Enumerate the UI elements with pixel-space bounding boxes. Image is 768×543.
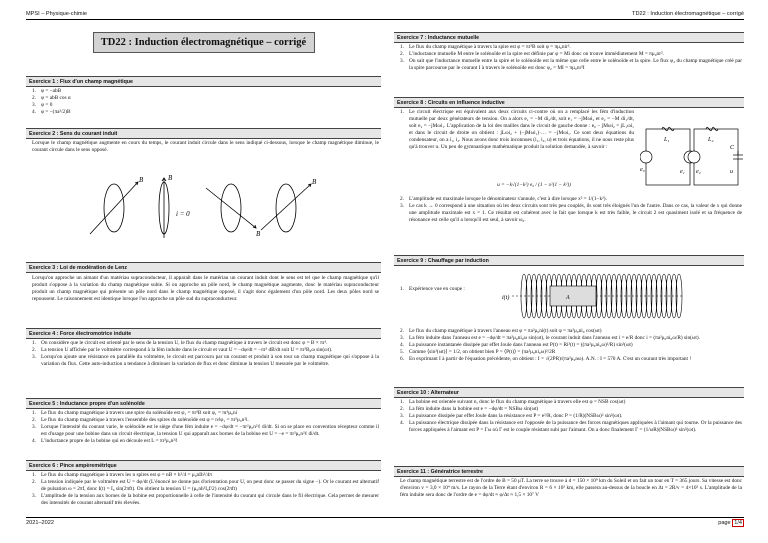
b-label: B <box>139 176 144 184</box>
list-item: 3. Lorsqu'on ajoute une résistance en parallèle du voltmètre, le circuit est parcouru par un courant et produit à son tour un champ magnétique qui s'oppose à la variation du flux. Cette auto-induction a tendance à diminuer la variation de flux et donc diminue la tension U mesurée par le voltmètre. <box>32 353 379 367</box>
ring-label: A <box>566 295 570 301</box>
exercise-6-heading: Exercice 6 : Pince ampèremétrique <box>26 460 381 471</box>
list-item: 2. L'inductance mutuelle M entre le solénoïde et la spire est définie par φ = Mi donc on trouve immédiatement M = πμ₀nr². <box>400 50 664 57</box>
c-label: C <box>730 145 735 151</box>
coupled-circuits-diagram <box>640 119 744 195</box>
exercise-4-body <box>32 340 379 368</box>
e2-label: e₂ <box>696 169 701 175</box>
list-item: 3. φ = 0 <box>32 101 53 108</box>
list-item: 1. On considère que le circuit est orienté par le sens de la tension U, le flux du champ magnétique à travers le circuit est donc φ = B × πr². <box>32 340 328 346</box>
list-item: 3. Lorsque l'intensité du courant varie, le solénoïde est le siège d'une fém induite e = −dφ/dt = −πr²μ₀n²ℓ di/dt. Si on se place en convention récepteur comme il est d'usage pour une bobine dans un circuit électrique, la tension U qui apparaît aux bornes de la bobine est U = −e = πr²μ₀n²ℓ di/dt. <box>32 423 379 437</box>
no-current-label: i = 0 <box>176 210 190 218</box>
list-item: 4. La puissance électrique dissipée dans la résistance est l'opposée de la puissance des forces magnétiques appliquées à l'aimant qui tourne. Or la puissance des forces appliquées à l'aimant est P = Γω où Γ est le couple résistant subi par l'aimant. On a donc finalement Γ = (1/ωR)(NSBω)² sin²(ωt). <box>400 419 742 433</box>
list-item: 1. La bobine est orientée suivant n, donc le flux du champ magnétique à travers elle est φ = NSB cos(ωt) <box>400 399 626 405</box>
exercise-3-heading: Exercice 3 : Loi de modération de Lenz <box>26 262 381 273</box>
page-label: page <box>718 520 731 526</box>
list-item: 3. Le cas k → 0 correspond à une situation où les deux circuits sont très peu couplés, ils sont très éloignés l'un de l'autre. Dans ce cas, la valeur de x qui donne une amplitude maximale est x = 1. Ce résultat est cohérent avec le fait que lorsque k est très faible, le circuit 2 est quasiment isolé et sa fréquence de résonance est celle qu'il a lorsqu'il est seul, à savoir ω₀. <box>400 202 742 223</box>
list-item: 1. Expérience vue en coupe : <box>400 286 465 292</box>
exercise-9-body <box>400 328 742 363</box>
footer-rule <box>26 517 744 518</box>
list-item: 5. Comme ⟨sin²(ωt)⟩ = 1/2, on obtient bien P = ⟨P(t)⟩ = (πa²μ₀ni₀ω)²/2R <box>400 348 556 355</box>
exercise-3-text: Lorsqu'on approche un aimant d'un matériau supraconducteur, il apparaît dans le matériau un courant induit dont le sens est tel que le champ magnétique qu'il produit s'oppose à la variation du champ magnétique subie. Si on approche un pôle nord, le champ magnétique augmente, donc le matériau supraconducteur produit un champ magnétique qui présente un pôle nord dans le champ magnétique opposé, il s'agit donc également d'un pôle nord. Les deux pôles nord se repoussent. Le raisonnement est identique lorsque l'on approche un pôle sud du supraconducteur. <box>32 275 379 302</box>
u-label: u <box>730 169 733 175</box>
exercise-1-body <box>32 88 379 116</box>
list-item: 3. L'amplitude de la tension aux bornes de la bobine est proportionnelle à celle de l'intensité du courant qui circule dans le fil électrique. Cela permet de mesurer des intensités de courant alternatif très élevées. <box>32 492 379 506</box>
current-direction-diagram <box>86 164 336 250</box>
exercise-7-heading: Exercice 7 : Inductance mutuelle <box>394 32 744 43</box>
exercise-8-heading: Exercice 8 : Circuits en influence inductive <box>394 97 744 108</box>
list-item: 1. φ = −abB <box>32 88 62 94</box>
exercise-6-body <box>32 472 379 507</box>
page-title: TD22 : Induction électromagnétique – corrigé <box>93 32 315 53</box>
l1-label: L₁ <box>664 137 670 143</box>
b-label: B <box>256 230 261 238</box>
footer-page <box>718 520 744 526</box>
exercise-10-body <box>400 399 742 434</box>
header-left: MPSI – Physique-chimie <box>26 11 87 17</box>
exercise-8-formula: u = −k√(1−k²) e₀ / (1 − x²(1 − k²)) <box>497 182 571 188</box>
exercise-9-heading: Exercice 9 : Chauffage par induction <box>394 255 744 266</box>
exercise-5-heading: Exercice 5 : Inductance propre d'un solénoïde <box>26 398 381 409</box>
list-item: 1. Le flux du champ magnétique à travers une spire du solénoïde est φ₁ = πr²B soit φ₁ = πr²μ₀ni <box>32 410 238 416</box>
exercise-11-text: Le champ magnétique terrestre est de l'ordre de B = 50 μT. La terre se trouve à d = 150 × 10⁹ km du Soleil et on fait un tour en T = 365 jours. Sa vitesse est donc d'environ v = 3,0 × 10⁴ m/s. Le rayon de la Terre étant d'environ R = 6 × 10³ km, elle passera au-dessus de la boucle en Δt = 2R/v = 4×10⁵ s. L'amplitude de la fém induite sera donc de l'ordre de e = dφ/dt ≈ φ/Δt ≈ 1,5 × 10⁷ V <box>400 478 742 498</box>
exercise-8-body-cont <box>400 196 742 224</box>
b-label: B <box>168 174 173 182</box>
footer-left: 2021–2022 <box>26 520 54 526</box>
list-item: 1. Le flux du champ magnétique à travers la spire est φ = πr²B soit φ = πμ₀nir². <box>400 44 571 50</box>
induction-coil-diagram <box>502 266 698 326</box>
l2-label: L₂ <box>708 137 714 143</box>
e0-label: e₀ <box>640 167 645 173</box>
header-right: TD22 : Induction électromagnétique – corrigé <box>632 11 744 17</box>
list-item: 6. En exprimant I à partir de l'équation précédente, on obtient : I = √(2PR)/(πa²μ₀nω). A.N. : I = 570 A. C'est un courant très important ! <box>400 355 692 362</box>
list-item: 3. On sait que l'inductance mutuelle entre la spire et le solénoïde est la même que celle entre le solénoïde et la spire. Le flux φ₂ du champ magnétique créé par la spire parcourue par le courant I à travers le solénoïde est donc φ₂ = MI = πμ₀nr²I <box>400 57 742 71</box>
list-item: 2. Le flux du champ magnétique à travers l'anneau est φ = πa²μ₀ni(t) soit φ = πa²μ₀ni₀ cos(ωt) <box>400 328 602 334</box>
exercise-8-body <box>400 109 634 150</box>
exercise-1-heading: Exercice 1 : Flux d'un champ magnétique <box>26 76 381 87</box>
exercise-2-text: Lorsque le champ magnétique augmente en cours du temps, le courant induit circule dans le sens indiqué ci-dessous, lorsque le champ magnétique diminue, le courant circule dans le sens opposé. <box>32 140 379 153</box>
exercise-11-heading: Exercice 11 : Génératrice terrestre <box>394 466 744 477</box>
list-item: 4. φ = −(πa²/2)B <box>32 108 71 115</box>
left-column <box>26 24 381 506</box>
exercise-4-heading: Exercice 4 : Force électromotrice induite <box>26 328 381 339</box>
b-label: B <box>312 178 317 186</box>
exercise-9-item-1 <box>400 286 494 293</box>
page-number[interactable]: 1/4 <box>734 520 742 526</box>
current-label: i(t) <box>502 295 510 301</box>
list-item: 2. La tension indiquée par le voltmètre est U = dφ/dt (L'énoncé ne donne pas d'orientation pour U, on peut donc se passer du signe −). Or le courant est alternatif de pulsation ω = 2πf, donc I(t) = I₀ sin(2πft). On obtient la tension U = (μ₀nh²I₀f/2) cos(2πft) <box>32 478 379 492</box>
list-item: 2. L'amplitude est maximale lorsque le dénominateur s'annule, c'est à dire lorsque x² = 1/(1−k²). <box>400 196 607 202</box>
list-item: 1. Le flux du champ magnétique à travers les n spires est φ = nB × h²/4 = μ₀nIh²/4π <box>32 472 212 478</box>
list-item: 1. Le circuit électrique est équivalent aux deux circuits ci-contre où on a remplacé les fém d'induction mutuelle par deux générateurs de tension. On a alors e₁ = −M di₂/dt, soit e₁ = −jMωi₂ et e₂ = −M di₁/dt, soit e₂ = −jMωi₁. L'application de la loi des mailles dans le circuit de gauche donne : e₀ − jMωi₂ = jL₁ωi₁ et dans le circuit de droite on obtient : jLωi₂ + (−jMωi₁)·… = −jMωi₁. Ce sont deux équations du condensateur, on a i₁, i₂. Nous avons donc trois inconnues (i₁, i₂, u) et trois équations, il ne nous reste plus qu'à trouver u. Un peu de gymnastique mathématique produit la solution demandée, à savoir : <box>400 109 634 150</box>
list-item: 4. La puissance instantanée dissipée par effet Joule dans l'anneau est P(t) = Ri²(t) = ((πa²μ₀ni₀ω)²/R) sin²(ωt) <box>400 341 633 348</box>
list-item: 2. La tension U affichée par le voltmètre correspond à la fém induite dans le circuit et vaut U = −dφ/dt = −πr² dB/dt soit U = πr²B₀ω sin(ωt). <box>32 346 333 353</box>
header-rule <box>26 19 744 20</box>
exercise-7-body <box>400 44 742 72</box>
exercise-5-body <box>32 410 379 445</box>
list-item: 2. La fém induite dans la bobine est e = −dφ/dt = NSBω sin(ωt) <box>400 405 539 412</box>
list-item: 2. φ = abB cos α <box>32 94 71 101</box>
e1-label: e₁ <box>680 169 685 175</box>
list-item: 3. La puissance dissipée par effet Joule dans la résistance est P = e²/R, donc P = (1/R)(NSBω)² sin²(ωt). <box>400 412 623 419</box>
list-item: 3. La fém induite dans l'anneau est e = −dφ/dt = πa²μ₀ni₀ω sin(ωt), le courant induit dans l'anneau est i = e/R donc i = (πa²μ₀ni₀ω/R) sin(ωt). <box>400 334 700 341</box>
list-item: 4. L'inductance propre de la bobine qui en découle est L = πr²μ₀n²ℓ <box>32 437 178 444</box>
exercise-2-heading: Exercice 2 : Sens du courant induit <box>26 128 381 139</box>
list-item: 2. Le flux du champ magnétique à travers l'ensemble des spires du solénoïde est φ = nℓφ₁ = πr²μ₀n²i. <box>32 416 249 423</box>
exercise-10-heading: Exercice 10 : Alternateur <box>394 387 744 398</box>
